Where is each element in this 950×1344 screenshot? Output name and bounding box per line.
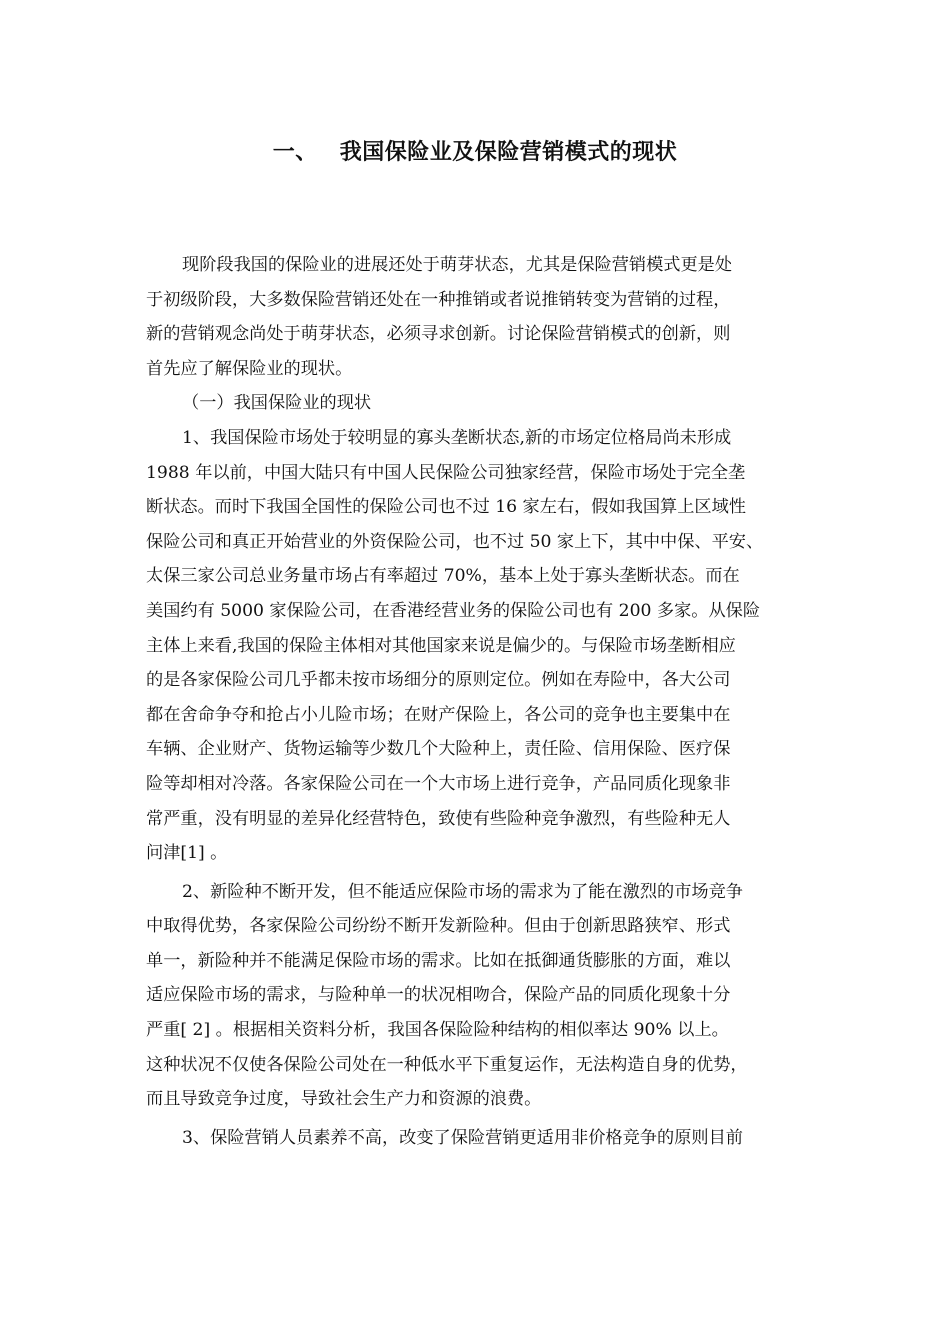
paragraph [146, 1121, 812, 1156]
text-line: 这种状况不仅使各保险公司处在一种低水平下重复运作，无法构造自身的优势， [146, 1054, 748, 1075]
text-line: 中取得优势，各家保险公司纷纷不断开发新险种。但由于创新思路狭窄、形式 [146, 916, 731, 937]
section-title-text: 我国保险业及保险营销模式的现状 [339, 140, 678, 165]
text-line: 车辆、企业财产、货物运输等少数几个大险种上，责任险、信用保险、医疗保 [146, 739, 731, 760]
text-line: 主体上来看,我国的保险主体相对其他国家来说是偏少的。与保险市场垄断相应 [146, 635, 736, 656]
text-line: 险等却相对冷落。各家保险公司在一个大市场上进行竞争，产品同质化现象非 [146, 773, 731, 794]
text-line: 1988 年以前，中国大陆只有中国人民保险公司独家经营，保险市场处于完全垄 [146, 462, 746, 483]
text-line: 1、我国保险市场处于较明显的寡头垄断状态,新的市场定位格局尚未形成 [182, 427, 732, 448]
section-title [0, 136, 950, 170]
text-line: 单一，新险种并不能满足保险市场的需求。比如在抵御通货膨胀的方面，难以 [146, 950, 731, 971]
text-line: 现阶段我国的保险业的进展还处于萌芽状态，尤其是保险营销模式更是处 [182, 255, 733, 275]
section-number: 一、 [272, 140, 318, 165]
text-line: 保险公司和真正开始营业的外资保险公司，也不过 50 家上下，其中中保、平安、 [146, 531, 764, 552]
text-line: 都在舍命争夺和抢占小儿险市场；在财产保险上，各公司的竞争也主要集中在 [146, 704, 731, 725]
text-line: 问津[1] 。 [146, 843, 228, 864]
text-line: （一）我国保险业的现状 [182, 393, 372, 414]
text-line: 2、新险种不断开发，但不能适应保险市场的需求为了能在激烈的市场竞争 [182, 881, 743, 902]
paragraph [146, 248, 812, 386]
text-line: 于初级阶段，大多数保险营销还处在一种推销或者说推销转变为营销的过程， [146, 289, 731, 310]
body-text [146, 248, 812, 1155]
text-line: 3、保险营销人员素养不高，改变了保险营销更适用非价格竞争的原则目前 [182, 1127, 743, 1148]
paragraph [146, 386, 812, 421]
text-line: 的是各家保险公司几乎都未按市场细分的原则定位。例如在寿险中，各大公司 [146, 670, 731, 691]
paragraph [146, 875, 812, 1117]
text-line: 太保三家公司总业务量市场占有率超过 70%，基本上处于寡头垄断状态。而在 [146, 566, 740, 587]
text-line: 严重[ 2] 。根据相关资料分析，我国各保险险种结构的相似率达 90% 以上。 [146, 1020, 729, 1041]
text-line: 常严重，没有明显的差异化经营特色，致使有些险种竞争激烈，有些险种无人 [146, 808, 731, 829]
text-line: 新的营销观念尚处于萌芽状态，必须寻求创新。讨论保险营销模式的创新，则 [146, 324, 731, 345]
text-line: 断状态。而时下我国全国性的保险公司也不过 16 家左右，假如我国算上区域性 [146, 497, 746, 518]
text-line: 而且导致竞争过度，导致社会生产力和资源的浪费。 [146, 1089, 542, 1110]
text-line: 适应保险市场的需求，与险种单一的状况相吻合，保险产品的同质化现象十分 [146, 985, 731, 1006]
text-line: 首先应了解保险业的现状。 [146, 358, 353, 379]
text-line: 美国约有 5000 家保险公司，在香港经营业务的保险公司也有 200 多家。从保险 [146, 600, 761, 621]
paragraph [146, 421, 812, 871]
